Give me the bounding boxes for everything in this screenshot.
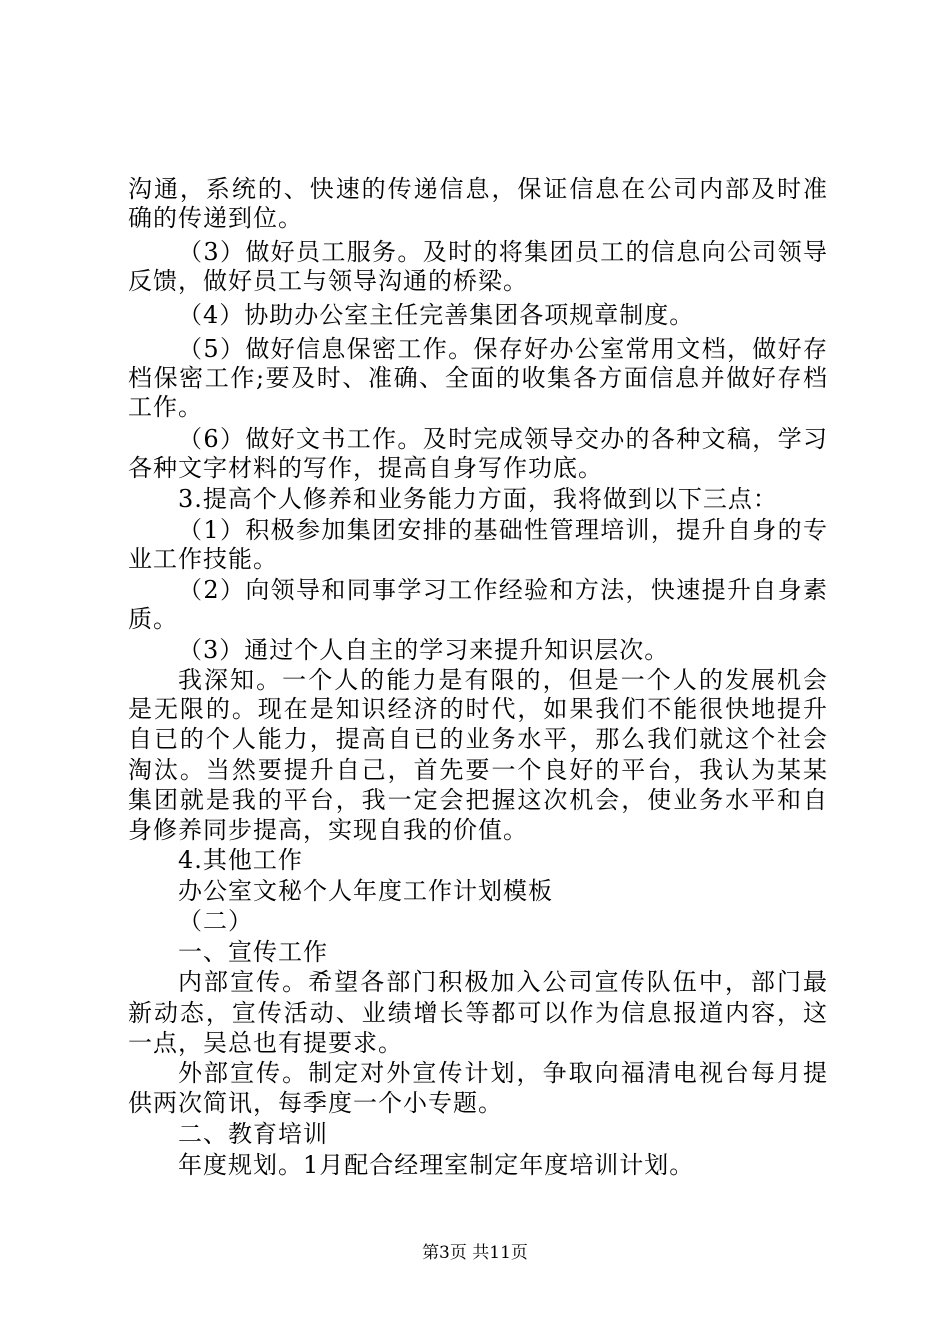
body-line-15: 质。 <box>128 605 178 633</box>
body-line-18: 是无限的。现在是知识经济的时代，如果我们不能很快地提升 <box>128 695 828 723</box>
body-line-14: （2）向领导和同事学习工作经验和方法，快速提升自身素 <box>178 576 828 604</box>
body-line-19: 自已的个人能力，提高自已的业务水平，那么我们就这个社会 <box>128 725 828 753</box>
body-line-26: 一、宣传工作 <box>178 938 328 966</box>
body-line-21: 集团就是我的平台，我一定会把握这次机会，使业务水平和自 <box>128 786 828 814</box>
page-number-footer: 第3页 共11页 <box>422 1243 528 1263</box>
body-line-5: （4）协助办公室主任完善集团各项规章制度。 <box>178 301 695 329</box>
body-line-29: 一点，吴总也有提要求。 <box>128 1029 403 1057</box>
body-line-10: 各种文字材料的写作，提高自身写作功底。 <box>128 454 603 482</box>
body-line-3: （3）做好员工服务。及时的将集团员工的信息向公司领导 <box>178 238 828 266</box>
body-line-33: 年度规划。1月配合经理室制定年度培训计划。 <box>178 1151 695 1179</box>
body-line-1: 沟通，系统的、快速的传递信息，保证信息在公司内部及时准 <box>128 175 828 203</box>
body-line-4: 反馈，做好员工与领导沟通的桥梁。 <box>128 267 528 295</box>
body-line-27: 内部宣传。希望各部门积极加入公司宣传队伍中，部门最 <box>178 968 828 996</box>
body-line-7: 档保密工作;要及时、准确、全面的收集各方面信息并做好存档 <box>128 364 828 392</box>
body-line-22: 身修养同步提高，实现自我的价值。 <box>128 816 528 844</box>
body-line-6: （5）做好信息保密工作。保存好办公室常用文档，做好存 <box>178 335 828 363</box>
body-line-2: 确的传递到位。 <box>128 204 303 232</box>
body-line-30: 外部宣传。制定对外宣传计划，争取向福清电视台每月提 <box>178 1059 828 1087</box>
body-line-9: （6）做好文书工作。及时完成领导交办的各种文稿，学习 <box>178 425 828 453</box>
body-line-24: 办公室文秘个人年度工作计划模板 <box>178 877 553 905</box>
body-line-13: 业工作技能。 <box>128 545 278 573</box>
body-line-11: 3.提高个人修养和业务能力方面，我将做到以下三点： <box>178 485 778 513</box>
body-line-12: （1）积极参加集团安排的基础性管理培训，提升自身的专 <box>178 516 828 544</box>
body-line-23: 4.其他工作 <box>178 846 303 874</box>
body-line-32: 二、教育培训 <box>178 1120 328 1148</box>
body-line-31: 供两次简讯，每季度一个小专题。 <box>128 1089 503 1117</box>
body-line-16: （3）通过个人自主的学习来提升知识层次。 <box>178 636 670 664</box>
body-line-28: 新动态，宣传活动、业绩增长等都可以作为信息报道内容，这 <box>128 999 828 1027</box>
body-line-20: 淘汰。当然要提升自己，首先要一个良好的平台，我认为某某 <box>128 756 828 784</box>
body-line-25: （二） <box>178 907 253 935</box>
body-line-17: 我深知。一个人的能力是有限的，但是一个人的发展机会 <box>178 666 828 694</box>
body-line-8: 工作。 <box>128 393 203 421</box>
